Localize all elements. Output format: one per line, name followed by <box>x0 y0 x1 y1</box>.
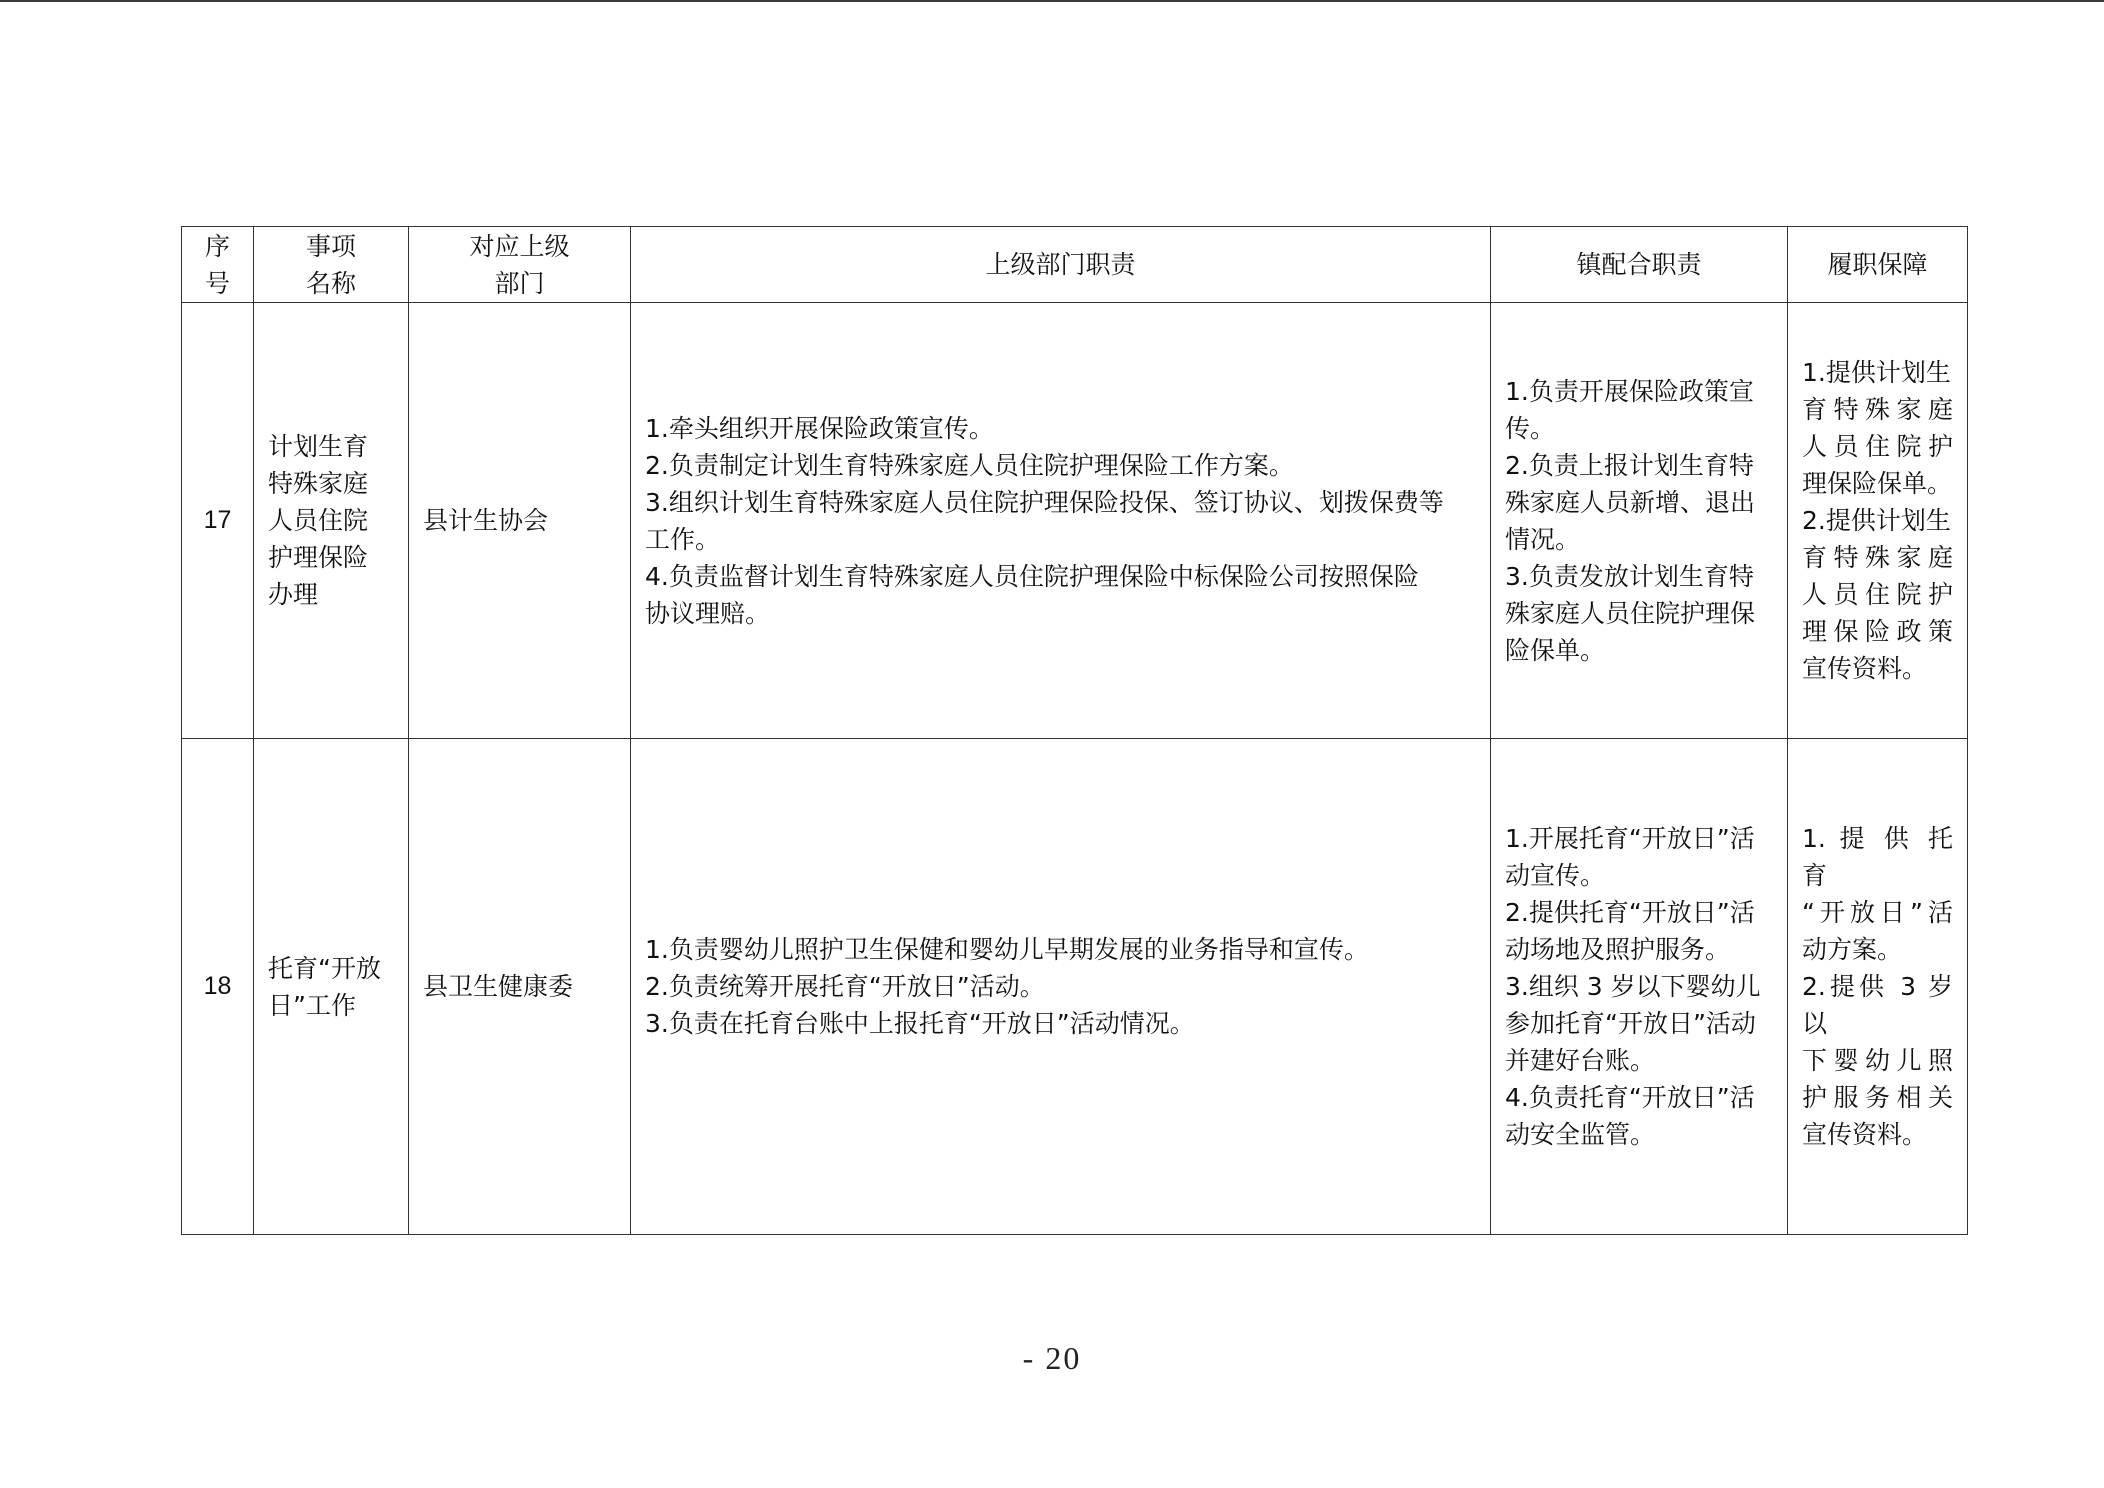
row-item-name: 托育“开放 日”工作 <box>254 739 409 1235</box>
table-header-row <box>182 227 1968 303</box>
header-superior-department: 对应上级 部门 <box>409 227 631 303</box>
header-town-duties: 镇配合职责 <box>1491 227 1788 303</box>
header-superior-duties: 上级部门职责 <box>631 227 1491 303</box>
row-town-duties: 1.开展托育“开放日”活 动宣传。 2.提供托育“开放日”活 动场地及照护服务。 3.组织 3 岁以下婴幼儿 参加托育“开放日”活动 并建好台账。 4.负责托育“开放日”活 动安全监管。 <box>1491 739 1788 1235</box>
row-superior-duties: 1.负责婴幼儿照护卫生保健和婴幼儿早期发展的业务指导和宣传。 2.负责统筹开展托育“开放日”活动。 3.负责在托育台账中上报托育“开放日”活动情况。 <box>631 739 1491 1235</box>
table-row <box>182 303 1968 739</box>
header-serial-number: 序 号 <box>182 227 254 303</box>
row-guarantee: 1. 提 供 托 育 “开放日”活 动方案。 2.提供 3 岁以 下婴幼儿照 护服务相关 宣传资料。 <box>1788 739 1968 1235</box>
row-superior-department: 县卫生健康委 <box>409 739 631 1235</box>
header-guarantee: 履职保障 <box>1788 227 1968 303</box>
header-item-name: 事项 名称 <box>254 227 409 303</box>
table-row <box>182 739 1968 1235</box>
page-number: - 20 <box>1022 1340 1082 1376</box>
page-top-border <box>0 0 2104 2</box>
duty-table <box>181 226 1968 1235</box>
row-superior-department: 县计生协会 <box>409 303 631 739</box>
row-item-name: 计划生育 特殊家庭 人员住院 护理保险 办理 <box>254 303 409 739</box>
row-town-duties: 1.负责开展保险政策宣 传。 2.负责上报计划生育特 殊家庭人员新增、退出 情况。 3.负责发放计划生育特 殊家庭人员住院护理保 险保单。 <box>1491 303 1788 739</box>
row-superior-duties: 1.牵头组织开展保险政策宣传。 2.负责制定计划生育特殊家庭人员住院护理保险工作方案。 3.组织计划生育特殊家庭人员住院护理保险投保、签订协议、划拨保费等 工作。 4.负责监督计划生育特殊家庭人员住院护理保险中标保险公司按照保险 协议理赔。 <box>631 303 1491 739</box>
row-guarantee: 1.提供计划生 育特殊家庭 人员住院护 理保险保单。 2.提供计划生 育特殊家庭 人员住院护 理保险政策 宣传资料。 <box>1788 303 1968 739</box>
row-serial-number: 17 <box>182 303 254 739</box>
row-serial-number: 18 <box>182 739 254 1235</box>
